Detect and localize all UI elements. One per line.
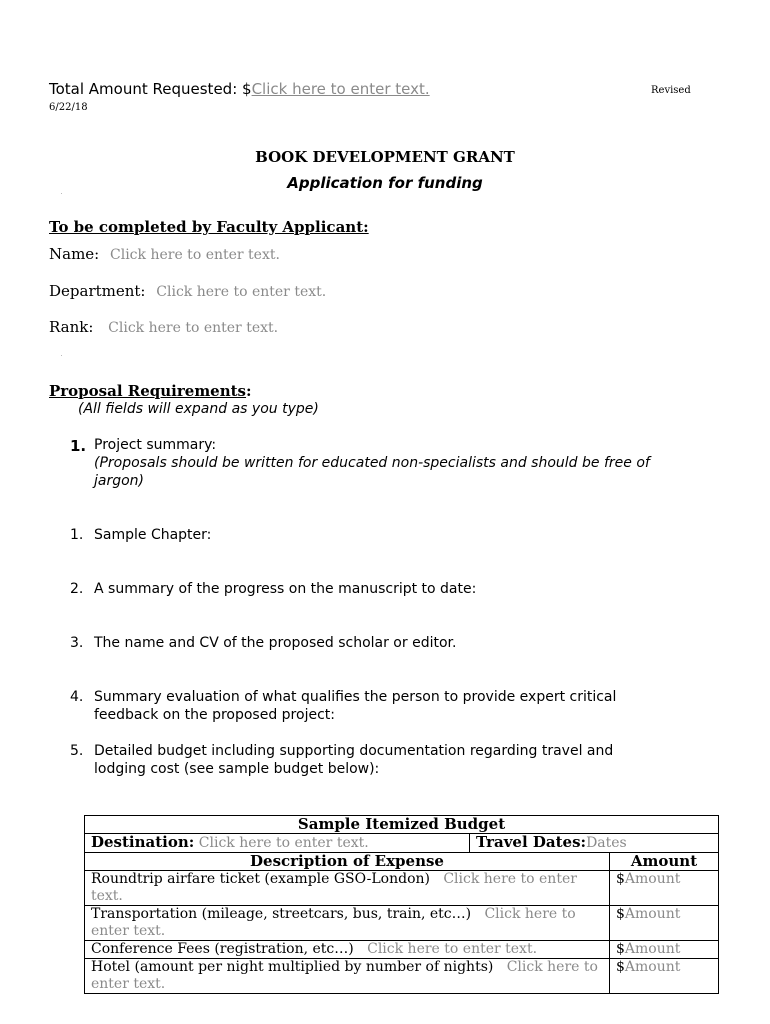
- expense-field[interactable]: Click here to enter text.: [367, 941, 538, 957]
- amount-field[interactable]: Amount: [624, 871, 681, 887]
- applicant-heading: To be completed by Faculty Applicant:: [49, 218, 369, 236]
- travel-dates-field[interactable]: Dates: [586, 835, 627, 851]
- expense-label: Conference Fees (registration, etc…): [91, 941, 354, 957]
- expense-amount: $Amount: [610, 871, 719, 906]
- expense-field-cont[interactable]: enter text.: [91, 976, 166, 992]
- item-evaluation-line-1: Summary evaluation of what qualifies the person to provide expert critical: [94, 689, 617, 705]
- revised-label: Revised: [651, 85, 691, 96]
- item-number: 3.: [70, 635, 84, 651]
- table-row: [85, 816, 719, 834]
- item-number: 5.: [70, 743, 84, 759]
- column-header-amount: Amount: [610, 853, 719, 871]
- expense-field-cont[interactable]: enter text.: [91, 923, 166, 939]
- table-row: [85, 941, 719, 959]
- expense-label: Transportation (mileage, streetcars, bus, train, etc…): [91, 906, 472, 922]
- expense-field[interactable]: Click here to: [506, 959, 598, 975]
- travel-dates-label: Travel Dates:: [476, 833, 587, 851]
- expense-field[interactable]: Click here to enter: [443, 871, 577, 887]
- item-name-cv: The name and CV of the proposed scholar or editor.: [94, 635, 457, 651]
- item-project-summary-note-2: jargon): [94, 473, 145, 489]
- item-sample-chapter: Sample Chapter:: [94, 527, 212, 543]
- rank-label: Rank:: [49, 318, 94, 336]
- expense-description: [85, 906, 610, 941]
- revised-date: 6/22/18: [49, 102, 88, 113]
- column-header-description: Description of Expense: [85, 853, 610, 871]
- item-evaluation-line-2: feedback on the proposed project:: [94, 707, 335, 723]
- expense-field-cont[interactable]: text.: [91, 888, 123, 904]
- item-project-summary-note-1: (Proposals should be written for educated non-specialists and should be free of: [94, 455, 650, 471]
- item-number: 4.: [70, 689, 84, 705]
- travel-dates-cell: [470, 834, 719, 853]
- expense-description: [85, 941, 610, 959]
- amount-field[interactable]: Amount: [624, 941, 681, 957]
- page-subtitle: Application for funding: [287, 174, 483, 192]
- destination-field[interactable]: Click here to enter text.: [198, 835, 369, 851]
- item-number: 1.: [70, 527, 84, 543]
- expense-field[interactable]: Click here to: [484, 906, 576, 922]
- expense-description: [85, 959, 610, 994]
- proposal-note: (All fields will expand as you type): [78, 401, 319, 417]
- rank-field[interactable]: Click here to enter text.: [108, 320, 279, 336]
- expense-amount: $Amount: [610, 959, 719, 994]
- expense-description: [85, 871, 610, 906]
- table-row: [85, 906, 719, 941]
- budget-title: Sample Itemized Budget: [85, 816, 719, 834]
- table-row: [85, 834, 719, 853]
- name-label: Name:: [49, 245, 100, 263]
- proposal-heading: Proposal Requirements:: [49, 382, 252, 400]
- item-number: 2.: [70, 581, 84, 597]
- rank-row: [49, 318, 278, 336]
- table-row: [85, 871, 719, 906]
- item-progress-summary: A summary of the progress on the manuscript to date:: [94, 581, 477, 597]
- expense-amount: $Amount: [610, 906, 719, 941]
- department-label: Department:: [49, 282, 146, 300]
- name-row: [49, 245, 280, 263]
- page-title: BOOK DEVELOPMENT GRANT: [255, 148, 515, 166]
- item-budget-line-1: Detailed budget including supporting documentation regarding travel and: [94, 743, 614, 759]
- name-field[interactable]: Click here to enter text.: [110, 247, 280, 263]
- table-row: [85, 959, 719, 994]
- destination-label: Destination:: [91, 833, 195, 851]
- dollar-sign: $: [242, 80, 252, 98]
- total-amount-field[interactable]: Click here to enter text.: [251, 80, 430, 98]
- total-amount-line: [49, 80, 430, 98]
- department-field[interactable]: Click here to enter text.: [156, 284, 327, 300]
- item-budget-line-2: lodging cost (see sample budget below):: [94, 761, 380, 777]
- amount-field[interactable]: Amount: [624, 906, 681, 922]
- expense-label: Hotel (amount per night multiplied by number of nights): [91, 959, 494, 975]
- total-amount-label: Total Amount Requested:: [49, 80, 238, 98]
- amount-field[interactable]: Amount: [624, 959, 681, 975]
- sample-budget-table: [84, 815, 719, 994]
- item-project-summary: Project summary:: [94, 437, 217, 453]
- expense-amount: $Amount: [610, 941, 719, 959]
- expense-label: Roundtrip airfare ticket (example GSO-London): [91, 871, 430, 887]
- item-number: 1.: [70, 437, 87, 455]
- table-row: [85, 853, 719, 871]
- destination-cell: [85, 834, 470, 853]
- department-row: [49, 282, 326, 300]
